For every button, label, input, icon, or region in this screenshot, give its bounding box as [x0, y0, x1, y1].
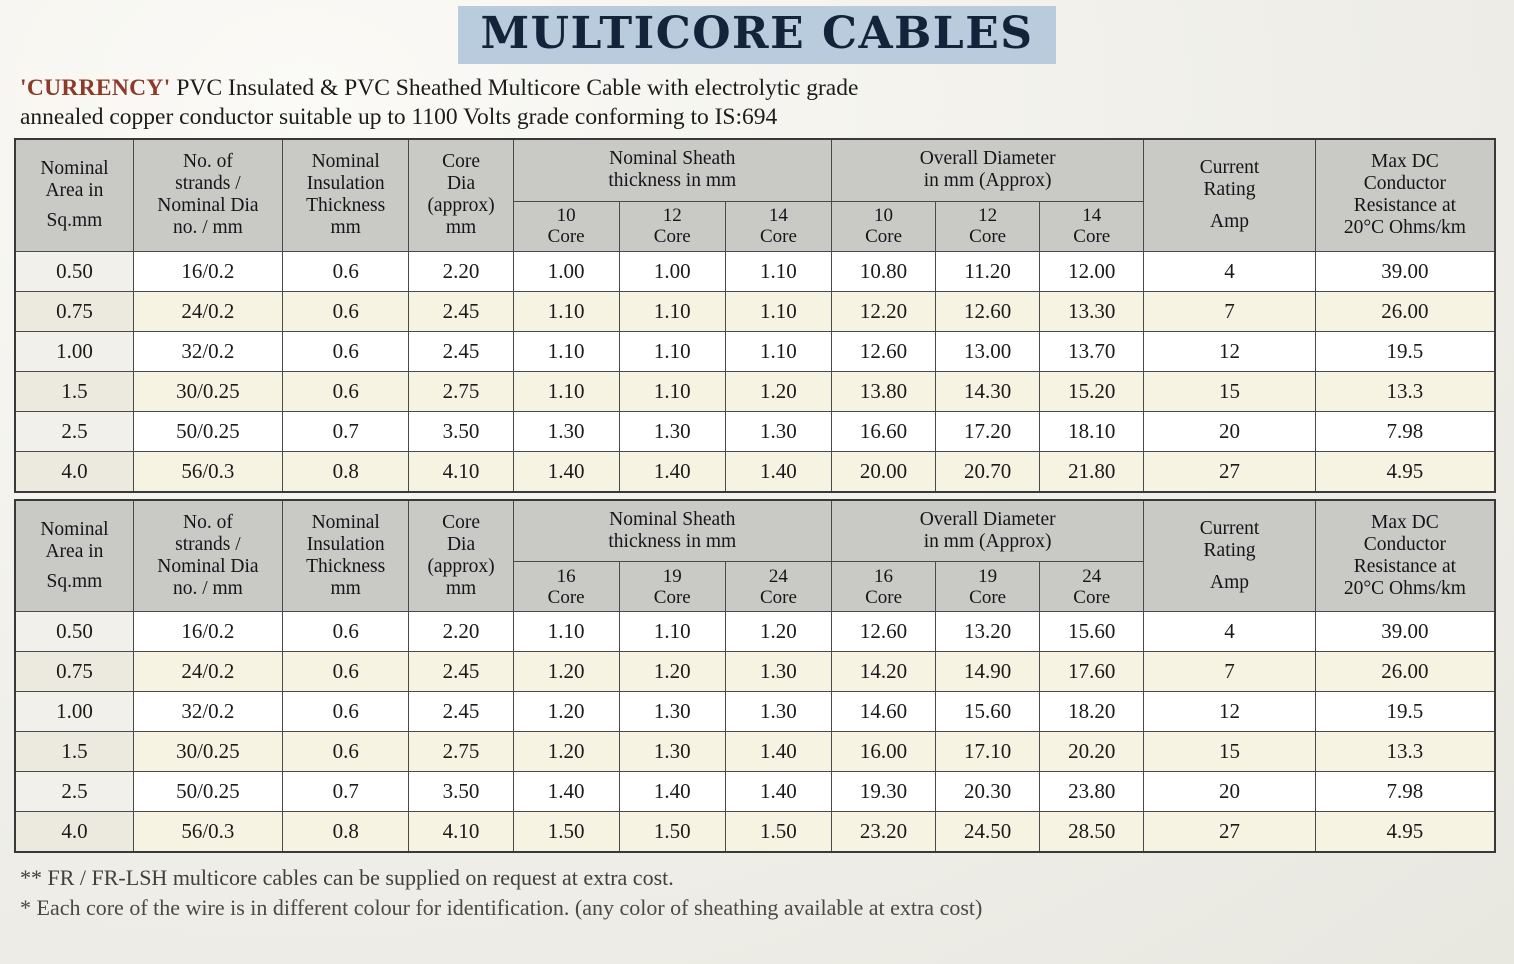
th-insulation-thickness — [282, 139, 409, 251]
cell-insulation: 0.6 — [282, 732, 409, 772]
cell-area: 0.75 — [15, 652, 133, 692]
th-line: mm — [445, 577, 477, 599]
cell-core-dia: 2.45 — [409, 331, 513, 371]
cell-od-16: 16.00 — [832, 732, 936, 772]
th-line: Current — [1199, 517, 1260, 539]
footnotes — [14, 853, 1500, 923]
cell-core-dia: 2.20 — [409, 251, 513, 291]
th-line: strands / — [175, 533, 241, 555]
cell-strands: 30/0.25 — [133, 732, 282, 772]
cell-insulation: 0.8 — [282, 812, 409, 853]
cell-od-16: 14.20 — [832, 652, 936, 692]
cell-sheath-24: 1.40 — [725, 732, 831, 772]
cell-insulation: 0.7 — [282, 411, 409, 451]
cell-strands: 16/0.2 — [133, 612, 282, 652]
brand-name: 'CURRENCY' — [20, 75, 171, 101]
th-line: Core — [653, 226, 691, 247]
th-core-dia — [409, 500, 513, 612]
cell-sheath-16: 1.50 — [513, 812, 619, 853]
th-od-24-core — [1040, 562, 1144, 612]
th-line: Core — [653, 586, 691, 608]
page-title: MULTICORE CABLES — [458, 6, 1055, 64]
th-line: 14 — [1082, 205, 1102, 226]
th-max-dc-resistance — [1315, 139, 1495, 251]
th-line: Resistance at — [1353, 555, 1457, 577]
cell-sheath-24: 1.20 — [725, 612, 831, 652]
th-od-10-core — [832, 201, 936, 251]
th-sheath-10-core — [513, 201, 619, 251]
th-line: mm — [445, 217, 477, 239]
table-row — [15, 732, 1495, 772]
cell-resistance: 13.3 — [1315, 732, 1495, 772]
cell-area: 1.5 — [15, 732, 133, 772]
cell-od-19: 20.30 — [936, 772, 1040, 812]
th-line: 16 — [874, 565, 894, 587]
th-line: Resistance at — [1353, 195, 1457, 217]
th-line: Dia — [446, 173, 476, 195]
th-line: Core — [547, 586, 585, 608]
table-row — [15, 251, 1495, 291]
title-banner — [14, 0, 1500, 68]
th-line: No. of — [182, 511, 233, 533]
cell-core-dia: 4.10 — [409, 451, 513, 492]
th-line: Dia — [446, 533, 476, 555]
cell-sheath-16: 1.20 — [513, 732, 619, 772]
th-line: 20°C Ohms/km — [1343, 577, 1466, 599]
cell-sheath-14: 1.40 — [725, 451, 831, 492]
th-line: Area in — [45, 180, 104, 202]
cell-sheath-10: 1.40 — [513, 451, 619, 492]
cell-od-16: 14.60 — [832, 692, 936, 732]
cell-sheath-14: 1.10 — [725, 331, 831, 371]
cell-strands: 24/0.2 — [133, 652, 282, 692]
table-row — [15, 612, 1495, 652]
cell-od-16: 23.20 — [832, 812, 936, 853]
th-line: Core — [969, 226, 1007, 247]
cell-sheath-14: 1.30 — [725, 411, 831, 451]
th-core-dia — [409, 139, 513, 251]
cell-od-19: 24.50 — [936, 812, 1040, 853]
cell-core-dia: 2.45 — [409, 291, 513, 331]
cell-od-14: 12.00 — [1040, 251, 1144, 291]
cell-sheath-10: 1.10 — [513, 291, 619, 331]
cell-area: 0.50 — [15, 251, 133, 291]
th-line: Nominal Sheath — [609, 148, 736, 170]
cell-sheath-24: 1.30 — [725, 652, 831, 692]
cell-sheath-12: 1.30 — [619, 411, 725, 451]
cell-od-24: 18.20 — [1040, 692, 1144, 732]
th-line: No. of — [182, 151, 233, 173]
spec-table-10-14-core — [14, 138, 1496, 493]
th-line: Core — [1073, 586, 1111, 608]
th-line: Core — [865, 226, 903, 247]
cell-od-14: 21.80 — [1040, 451, 1144, 492]
cell-od-10: 16.60 — [832, 411, 936, 451]
th-line: 12 — [662, 205, 682, 226]
th-line: Overall Diameter — [919, 508, 1056, 530]
cell-sheath-16: 1.40 — [513, 772, 619, 812]
cell-core-dia: 3.50 — [409, 411, 513, 451]
table-row — [15, 411, 1495, 451]
cell-sheath-19: 1.10 — [619, 612, 725, 652]
table-body — [15, 251, 1495, 492]
cell-resistance: 19.5 — [1315, 331, 1495, 371]
cell-resistance: 26.00 — [1315, 291, 1495, 331]
th-line: Amp — [1210, 211, 1250, 233]
cell-strands: 24/0.2 — [133, 291, 282, 331]
th-line: in mm (Approx) — [923, 530, 1052, 552]
th-sheath-24-core — [725, 562, 831, 612]
table-row — [15, 371, 1495, 411]
cell-strands: 56/0.3 — [133, 451, 282, 492]
cell-sheath-16: 1.20 — [513, 652, 619, 692]
th-line: thickness in mm — [608, 530, 737, 552]
th-line: Core — [1073, 226, 1111, 247]
cell-core-dia: 2.75 — [409, 371, 513, 411]
cell-od-24: 15.60 — [1040, 612, 1144, 652]
cell-strands: 32/0.2 — [133, 331, 282, 371]
th-sheath-thickness-group — [513, 139, 831, 201]
cell-core-dia: 2.20 — [409, 612, 513, 652]
th-line: thickness in mm — [608, 170, 737, 192]
th-line: (approx) — [427, 555, 495, 577]
cell-insulation: 0.7 — [282, 772, 409, 812]
th-line: Current — [1199, 157, 1260, 179]
intro-line-1: PVC Insulated & PVC Sheathed Multicore Cable with electrolytic grade — [170, 75, 859, 101]
cell-od-10: 12.60 — [832, 331, 936, 371]
th-line: Core — [759, 586, 797, 608]
cell-resistance: 7.98 — [1315, 411, 1495, 451]
th-line: 19 — [662, 565, 682, 587]
cell-strands: 32/0.2 — [133, 692, 282, 732]
cell-area: 2.5 — [15, 411, 133, 451]
th-line: Thickness — [306, 195, 386, 217]
th-sheath-14-core — [725, 201, 831, 251]
th-overall-diameter-group — [832, 500, 1144, 562]
th-line: Rating — [1203, 539, 1256, 561]
cell-od-12: 20.70 — [936, 451, 1040, 492]
cell-current: 12 — [1144, 692, 1315, 732]
th-line: 10 — [874, 205, 894, 226]
th-line: 16 — [556, 565, 576, 587]
th-line: Overall Diameter — [919, 148, 1056, 170]
cell-od-19: 15.60 — [936, 692, 1040, 732]
cell-sheath-10: 1.10 — [513, 331, 619, 371]
th-sheath-19-core — [619, 562, 725, 612]
cell-sheath-10: 1.00 — [513, 251, 619, 291]
cell-od-10: 10.80 — [832, 251, 936, 291]
th-line: Rating — [1203, 179, 1256, 201]
th-sheath-thickness-group — [513, 500, 831, 562]
th-line: Nominal — [311, 511, 380, 533]
cell-area: 0.50 — [15, 612, 133, 652]
th-nominal-area — [15, 139, 133, 251]
cell-area: 1.00 — [15, 331, 133, 371]
intro-line-2: annealed copper conductor suitable up to 1100 Volts grade conforming to IS:694 — [20, 104, 778, 130]
intro-paragraph — [14, 68, 1500, 138]
th-line: Max DC — [1371, 151, 1439, 173]
th-insulation-thickness — [282, 500, 409, 612]
th-overall-diameter-group — [832, 139, 1144, 201]
cell-sheath-14: 1.20 — [725, 371, 831, 411]
th-current-rating — [1144, 139, 1315, 251]
cell-current: 4 — [1144, 612, 1315, 652]
cell-area: 1.00 — [15, 692, 133, 732]
cell-resistance: 13.3 — [1315, 371, 1495, 411]
th-line: no. / mm — [172, 577, 243, 599]
cell-strands: 50/0.25 — [133, 411, 282, 451]
th-line: no. / mm — [172, 217, 243, 239]
cell-area: 1.5 — [15, 371, 133, 411]
cell-current: 15 — [1144, 732, 1315, 772]
cell-sheath-19: 1.30 — [619, 732, 725, 772]
th-line: 24 — [768, 565, 788, 587]
cell-od-14: 13.30 — [1040, 291, 1144, 331]
th-od-16-core — [832, 562, 936, 612]
cell-current: 15 — [1144, 371, 1315, 411]
th-line: Nominal Dia — [157, 555, 259, 577]
footnote-core-colour: * Each core of the wire is in different colour for identification. (any color of sheathing available at extra cost) — [20, 895, 983, 920]
th-line: Nominal Sheath — [609, 508, 736, 530]
cell-strands: 16/0.2 — [133, 251, 282, 291]
th-line: Core — [969, 586, 1007, 608]
cell-resistance: 4.95 — [1315, 812, 1495, 853]
cell-insulation: 0.6 — [282, 291, 409, 331]
cell-od-12: 13.00 — [936, 331, 1040, 371]
th-od-12-core — [936, 201, 1040, 251]
cell-core-dia: 3.50 — [409, 772, 513, 812]
cell-insulation: 0.6 — [282, 331, 409, 371]
cell-sheath-12: 1.10 — [619, 291, 725, 331]
table-row — [15, 652, 1495, 692]
th-line: 12 — [978, 205, 998, 226]
th-line: 14 — [768, 205, 788, 226]
cell-od-24: 23.80 — [1040, 772, 1144, 812]
cell-area: 4.0 — [15, 451, 133, 492]
cell-strands: 56/0.3 — [133, 812, 282, 853]
th-line: Amp — [1210, 571, 1250, 593]
table-header — [15, 500, 1495, 612]
cell-strands: 50/0.25 — [133, 772, 282, 812]
cell-od-12: 11.20 — [936, 251, 1040, 291]
cell-sheath-19: 1.40 — [619, 772, 725, 812]
table-row — [15, 772, 1495, 812]
cell-resistance: 39.00 — [1315, 612, 1495, 652]
cell-od-24: 28.50 — [1040, 812, 1144, 853]
cell-od-24: 17.60 — [1040, 652, 1144, 692]
th-line: Nominal — [40, 158, 109, 180]
cell-od-14: 15.20 — [1040, 371, 1144, 411]
table-row — [15, 451, 1495, 492]
cell-area: 4.0 — [15, 812, 133, 853]
cell-area: 0.75 — [15, 291, 133, 331]
th-line: mm — [330, 577, 361, 599]
cell-sheath-24: 1.50 — [725, 812, 831, 853]
cell-sheath-16: 1.10 — [513, 612, 619, 652]
cell-sheath-19: 1.30 — [619, 692, 725, 732]
cell-sheath-12: 1.10 — [619, 331, 725, 371]
th-line: Core — [759, 226, 797, 247]
cell-od-10: 20.00 — [832, 451, 936, 492]
cell-od-14: 13.70 — [1040, 331, 1144, 371]
cell-core-dia: 2.75 — [409, 732, 513, 772]
th-line: Max DC — [1371, 511, 1439, 533]
cell-insulation: 0.6 — [282, 612, 409, 652]
cell-core-dia: 2.45 — [409, 652, 513, 692]
cell-current: 12 — [1144, 331, 1315, 371]
cell-core-dia: 2.45 — [409, 692, 513, 732]
cell-od-19: 17.10 — [936, 732, 1040, 772]
th-max-dc-resistance — [1315, 500, 1495, 612]
cell-current: 7 — [1144, 652, 1315, 692]
table-row — [15, 692, 1495, 732]
cell-od-16: 19.30 — [832, 772, 936, 812]
th-line: Conductor — [1363, 533, 1447, 555]
cell-od-12: 17.20 — [936, 411, 1040, 451]
cell-od-24: 20.20 — [1040, 732, 1144, 772]
th-sheath-12-core — [619, 201, 725, 251]
cell-resistance: 7.98 — [1315, 772, 1495, 812]
th-strands — [133, 139, 282, 251]
cell-current: 7 — [1144, 291, 1315, 331]
table-body — [15, 612, 1495, 853]
cell-od-10: 13.80 — [832, 371, 936, 411]
cell-area: 2.5 — [15, 772, 133, 812]
cell-od-10: 12.20 — [832, 291, 936, 331]
cell-current: 4 — [1144, 251, 1315, 291]
th-line: Thickness — [306, 555, 386, 577]
cell-insulation: 0.6 — [282, 692, 409, 732]
th-line: Nominal — [311, 151, 380, 173]
cell-sheath-16: 1.20 — [513, 692, 619, 732]
th-line: Core — [442, 511, 480, 533]
cell-sheath-14: 1.10 — [725, 291, 831, 331]
cell-sheath-10: 1.10 — [513, 371, 619, 411]
cell-sheath-24: 1.30 — [725, 692, 831, 732]
cell-current: 27 — [1144, 812, 1315, 853]
cell-current: 27 — [1144, 451, 1315, 492]
th-line: 24 — [1082, 565, 1102, 587]
cell-sheath-19: 1.20 — [619, 652, 725, 692]
cell-current: 20 — [1144, 411, 1315, 451]
cell-sheath-12: 1.40 — [619, 451, 725, 492]
cell-sheath-10: 1.30 — [513, 411, 619, 451]
cell-od-12: 14.30 — [936, 371, 1040, 411]
cell-resistance: 19.5 — [1315, 692, 1495, 732]
cell-sheath-12: 1.10 — [619, 371, 725, 411]
th-line: in mm (Approx) — [923, 170, 1052, 192]
cell-current: 20 — [1144, 772, 1315, 812]
cell-core-dia: 4.10 — [409, 812, 513, 853]
cell-od-19: 13.20 — [936, 612, 1040, 652]
spec-table-16-24-core — [14, 499, 1496, 854]
cell-resistance: 4.95 — [1315, 451, 1495, 492]
cell-sheath-12: 1.00 — [619, 251, 725, 291]
th-line: 10 — [556, 205, 576, 226]
footnote-fr-lsh: ** FR / FR-LSH multicore cables can be supplied on request at extra cost. — [20, 865, 674, 890]
th-current-rating — [1144, 500, 1315, 612]
th-line: 19 — [978, 565, 998, 587]
th-strands — [133, 500, 282, 612]
table-row — [15, 812, 1495, 853]
th-line: (approx) — [427, 195, 495, 217]
th-line: Insulation — [306, 533, 385, 555]
table-row — [15, 291, 1495, 331]
cell-strands: 30/0.25 — [133, 371, 282, 411]
cell-sheath-19: 1.50 — [619, 812, 725, 853]
cell-insulation: 0.6 — [282, 251, 409, 291]
table-header — [15, 139, 1495, 251]
th-line: Nominal — [40, 518, 109, 540]
cell-resistance: 26.00 — [1315, 652, 1495, 692]
th-od-14-core — [1040, 201, 1144, 251]
th-line: Sq.mm — [46, 210, 103, 232]
th-line: Core — [865, 586, 903, 608]
th-line: mm — [330, 217, 361, 239]
th-od-19-core — [936, 562, 1040, 612]
th-line: Area in — [45, 540, 104, 562]
th-line: strands / — [175, 173, 241, 195]
cell-od-16: 12.60 — [832, 612, 936, 652]
cell-resistance: 39.00 — [1315, 251, 1495, 291]
th-line: 20°C Ohms/km — [1343, 217, 1466, 239]
table-row — [15, 331, 1495, 371]
cell-od-14: 18.10 — [1040, 411, 1144, 451]
th-line: Sq.mm — [46, 570, 103, 592]
th-line: Conductor — [1363, 173, 1447, 195]
cell-od-12: 12.60 — [936, 291, 1040, 331]
th-line: Core — [547, 226, 585, 247]
cell-insulation: 0.6 — [282, 652, 409, 692]
th-line: Insulation — [306, 173, 385, 195]
cell-sheath-14: 1.10 — [725, 251, 831, 291]
th-nominal-area — [15, 500, 133, 612]
cell-sheath-24: 1.40 — [725, 772, 831, 812]
th-line: Nominal Dia — [157, 195, 259, 217]
cell-insulation: 0.8 — [282, 451, 409, 492]
th-sheath-16-core — [513, 562, 619, 612]
cell-od-19: 14.90 — [936, 652, 1040, 692]
th-line: Core — [442, 151, 480, 173]
cell-insulation: 0.6 — [282, 371, 409, 411]
